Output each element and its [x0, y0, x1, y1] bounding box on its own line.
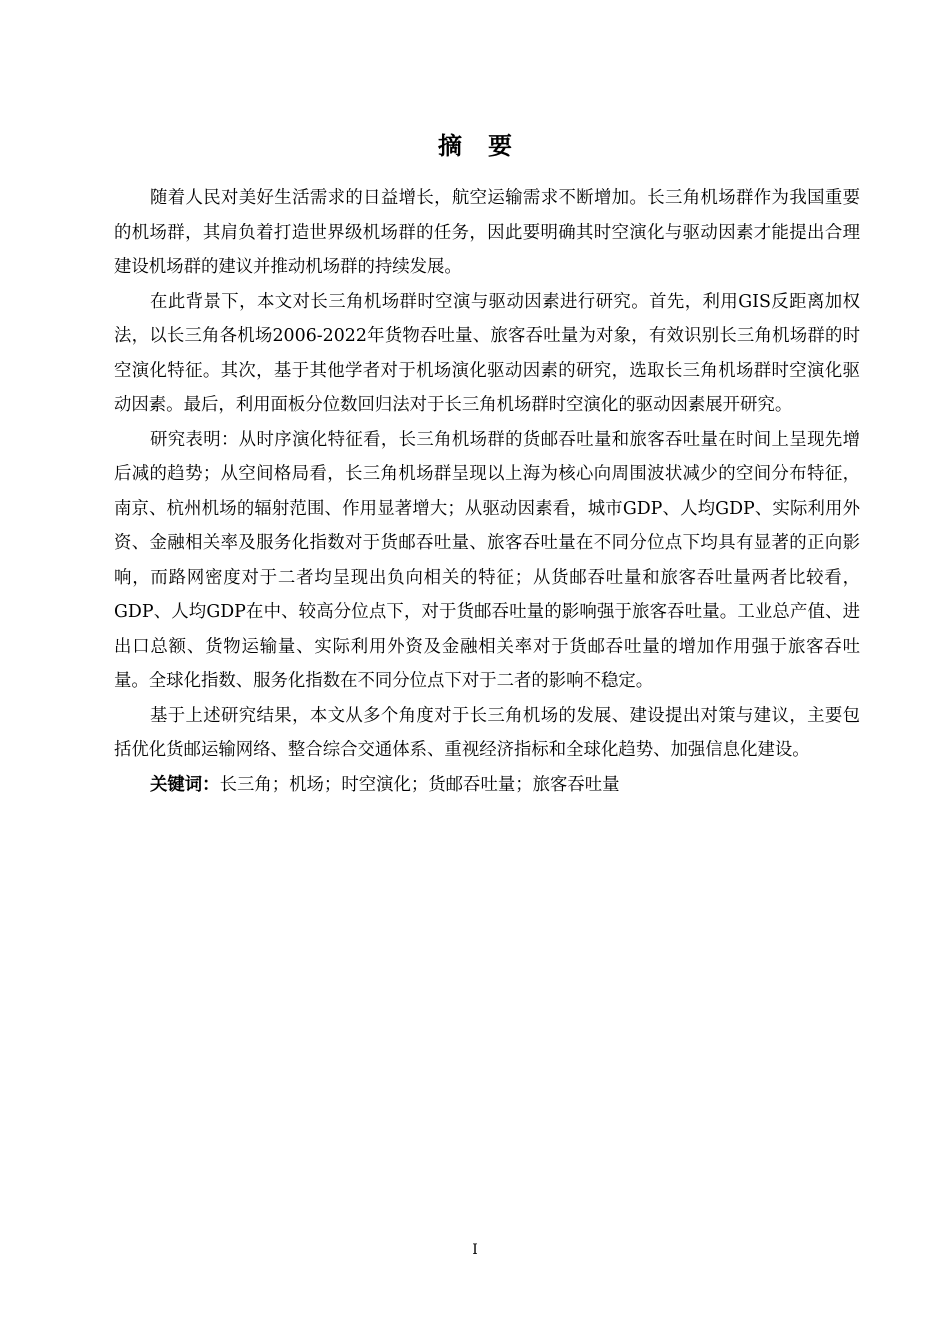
page-number: I	[472, 1242, 478, 1258]
keywords-line	[114, 768, 860, 803]
abstract-paragraph-1: 随着人民对美好生活需求的日益增长，航空运输需求不断增加。长三角机场群作为我国重要的机场群，其肩负着打造世界级机场群的任务，因此要明确其时空演化与驱动因素才能提出合理建设机场群的建议并推动机场群的持续发展。	[114, 188, 860, 277]
keywords-label: 关键词：	[150, 774, 220, 795]
keywords-list: 长三角；机场；时空演化；货邮吞吐量；旅客吞吐量	[219, 774, 620, 795]
abstract-paragraph-3: 研究表明：从时序演化特征看，长三角机场群的货邮吞吐量和旅客吞吐量在时间上呈现先增后减的趋势；从空间格局看，长三角机场群呈现以上海为核心向周围波状减少的空间分布特征，南京、杭州机场的辐射范围、作用显著增大；从驱动因素看，城市GDP、人均GDP、实际利用外资、金融相关率及服务化指数对于货邮吞吐量、旅客吞吐量在不同分位点下均具有显著的正向影响，而路网密度对于二者均呈现出负向相关的特征；从货邮吞吐量和旅客吞吐量两者比较看，GDP、人均GDP在中、较高分位点下，对于货邮吞吐量的影响强于旅客吞吐量。工业总产值、进出口总额、货物运输量、实际利用外资及金融相关率对于货邮吞吐量的增加作用强于旅客吞吐量。全球化指数、服务化指数在不同分位点下对于二者的影响不稳定。	[114, 429, 860, 691]
abstract-title: 摘要	[438, 132, 538, 160]
abstract-paragraph-4: 基于上述研究结果，本文从多个角度对于长三角机场的发展、建设提出对策与建议，主要包括优化货邮运输网络、整合综合交通体系、重视经济指标和全球化趋势、加强信息化建设。	[114, 705, 860, 760]
abstract-body	[114, 181, 860, 802]
abstract-paragraph-2: 在此背景下，本文对长三角机场群时空演与驱动因素进行研究。首先，利用GIS反距离加权法，以长三角各机场2006-2022年货物吞吐量、旅客吞吐量为对象，有效识别长三角机场群的时空演化特征。其次，基于其他学者对于机场演化驱动因素的研究，选取长三角机场群时空演化驱动因素。最后，利用面板分位数回归法对于长三角机场群时空演化的驱动因素展开研究。	[114, 291, 860, 415]
